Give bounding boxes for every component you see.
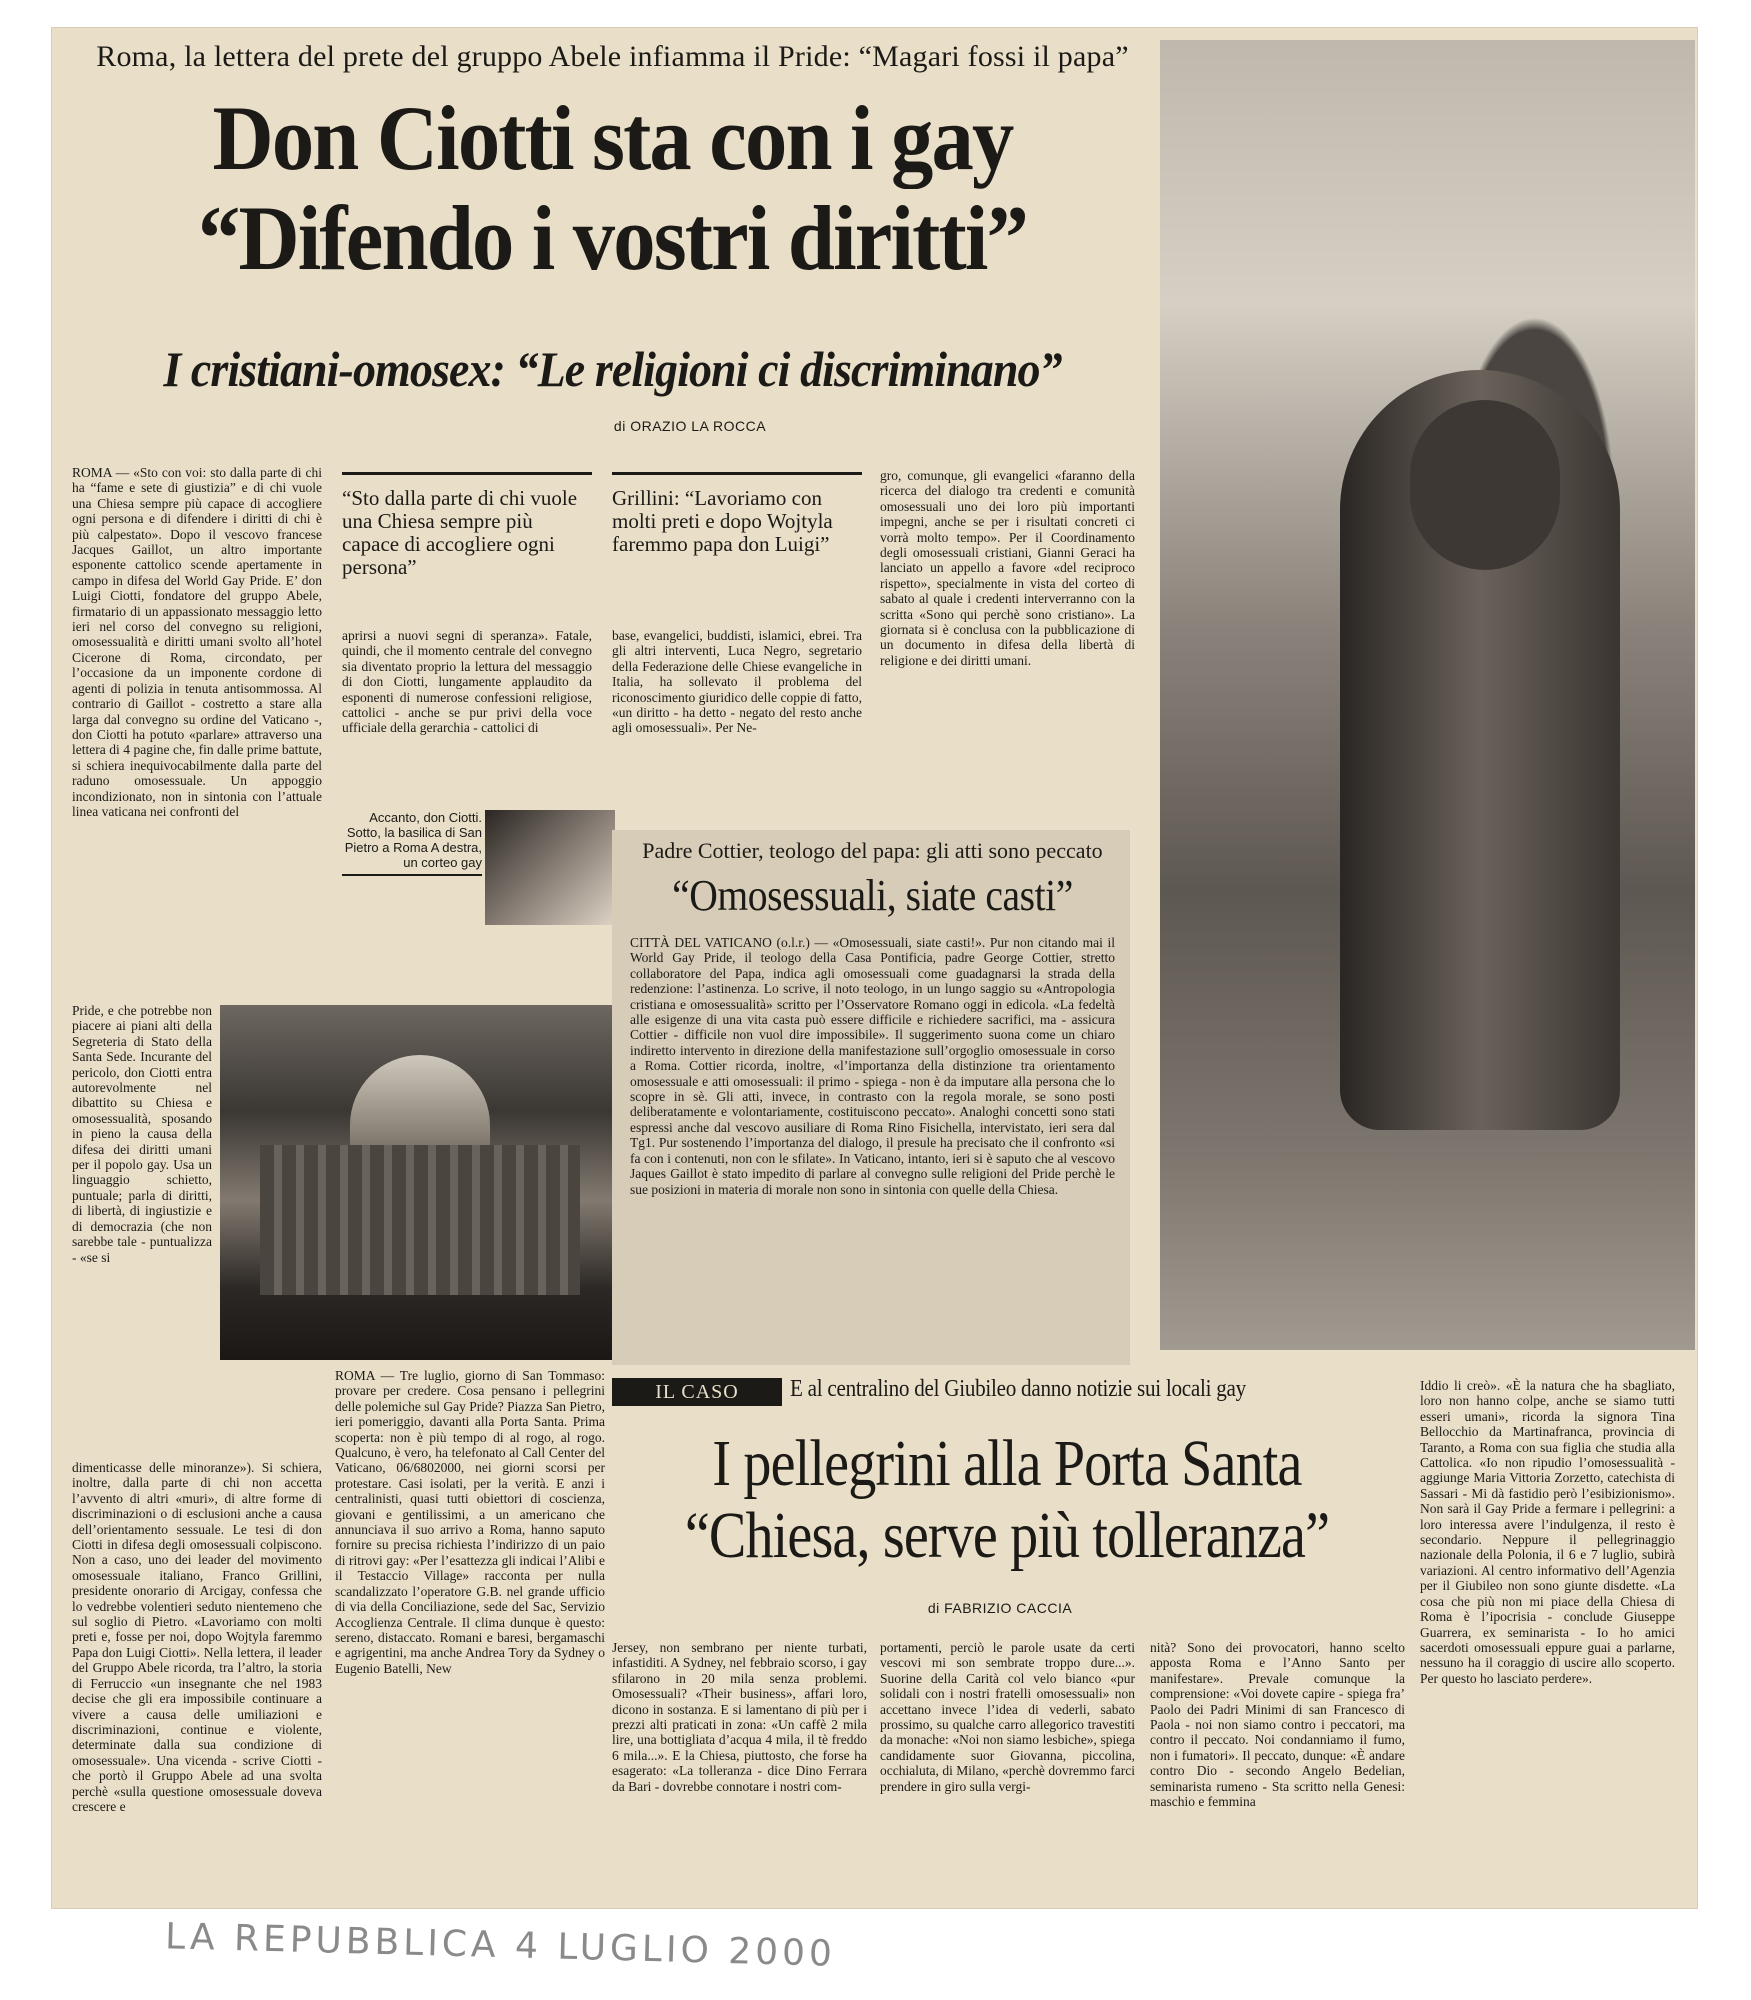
headline-line2: “Difendo i vostri diritti” — [197, 187, 1028, 289]
caso-headline-line2: “Chiesa, serve più tolleranza” — [684, 1499, 1330, 1572]
caso-column-2: Jersey, non sembrano per niente turbati, infastiditi. A Sydney, nel febbraio scorso, i gay sfilarono in 20 mila senza problemi. Omosessuali? «Their business», affari loro, dicono in sostanza. E si lamentano di più per i prezzi alti praticati in zona: «Un caffè 2 mila lire, una bottigliata d’acqua 4 mila, il tè freddo 6 mila...». E la Chiesa, piuttosto, che forse ha esagerato: «La tolleranza - dice Dino Ferrara da Bari - dovrebbe connotare i nostri com- — [612, 1640, 867, 1794]
article-column-4: gro, comunque, gli evangelici «faranno della ricerca del dialogo tra credenti e comunità omosessuali uno dei loro più importanti impegni, anche se per i risultati concreti ci vorrà molto tempo». Per il Coordinamento degli omosessuali cristiani, Gianni Geraci ha lanciato un appello a favore «del reciproco rispetto», specialmente in vista del corteo di sabato al quale i credenti interverranno con la scritta «Sono qui perchè sono cristiano». La giornata si è conclusa con la pubblicazione di un documento in difesa della libertà di religione e dei diritti umani. — [880, 468, 1135, 668]
article-column-1: ROMA — «Sto con voi: sto dalla parte di chi ha “fame e sete di giustizia” e di chi vuole una Chiesa sempre più capace di accogliere ogni persona e di difendere i diritti di chi è più calpestato». Dopo il vescovo francese Jacques Gaillot, un altro importante esponente cattolico scende apertamente in campo in difesa del World Gay Pride. E’ don Luigi Ciotti, fondatore del gruppo Abele, firmatario di un appassionato messaggio letto ieri nel corso del convegno su religioni, omosessualità e diritti umani svolto all’hotel Cicerone di Roma, circondato, per l’occasione da un imponente cordone di agenti di polizia in tenuta antisommossa. Al contrario di Gaillot - costretto a stare alla larga dal convegno su ordine del Vaticano -, don Ciotti ha potuto «parlare» attraverso una lettera di 4 pagine che, fin dalle prime battute, si schiera inequivocabilmente dalla parte del raduno omosessuale. Un appoggio incondizionato, non in sintonia con l’attuale linea vaticana nei confronti del — [72, 465, 322, 819]
article-column-1-continued: Pride, e che potrebbe non piacere ai piani alti della Segreteria di Stato della Santa Sede. Incurante del pericolo, don Ciotti entra autorevolmente nel dibattito su Chiesa e omosessualità, sposando in pieno la causa della difesa dei diritti umani per il popolo gay. Usa un linguaggio schietto, puntuale; parla di diritti, di libertà, di ingiustizie e di democrazia (che non sarebbe tale - puntualizza - «se si — [72, 1003, 212, 1265]
dome-shape — [350, 1055, 490, 1145]
il-caso-label: IL CASO — [612, 1378, 782, 1406]
byline: di ORAZIO LA ROCCA — [613, 418, 767, 434]
caso-column-5: Iddio li creò». «È la natura che ha sbagliato, loro non hanno colpe, anche se siamo tutti esseri umani», ricorda la signora Tina Bellocchio da Martinafranca, provincia di Taranto, a Roma con sua figlia che studia alla Cattolica. «Io non ripudio l’omosessualità - aggiunge Maria Vittoria Zorzetto, catechista di Sassari - Mi dà fastidio però l’esibizionismo». Non sarà il Gay Pride a fermare i pellegrini: a loro interessa avere l’indulgenza, il resto è secondario. Neppure il pellegrinaggio nazionale della Polonia, il 6 e 7 luglio, subirà variazioni. Al centro informativo dell’Agenzia per il Giubileo non sono giunte disdette. «La cosa che più non mi piace della Chiesa di Roma è l’ipocrisia - conclude Giuseppe Guarrera, ex seminarista - Io ho amici sacerdoti omosessuali eppure guai a parlarne, nessuno ha il coraggio di uscire allo scoperto. Per questo ho lasciato perdere». — [1420, 1378, 1675, 1686]
pull-quote-1: “Sto dalla parte di chi vuole una Chiesa sempre più capace di accogliere ogni persona” — [342, 472, 592, 579]
headline-line1: Don Ciotti sta con i gay — [212, 87, 1013, 189]
photo-caption: Accanto, don Ciotti. Sotto, la basilica di San Pietro a Roma A destra, un corteo gay — [342, 810, 482, 876]
caso-headline-line1: I pellegrini alla Porta Santa — [712, 1427, 1302, 1500]
caso-kicker: E al centralino del Giubileo danno notizie sui locali gay — [790, 1376, 1246, 1402]
pull-quote-2: Grillini: “Lavoriamo con molti preti e dopo Wojtyla faremmo papa don Luigi” — [612, 472, 862, 556]
handwritten-note: LA REPUBBLICA 4 LUGLIO 2000 — [164, 1916, 837, 1975]
portrait-photo — [485, 810, 615, 925]
parade-head — [1410, 400, 1560, 570]
facade-shape — [260, 1145, 580, 1295]
cottier-kicker: Padre Cottier, teologo del papa: gli atti sono peccato — [642, 838, 1103, 863]
caso-column-1: ROMA — Tre luglio, giorno di San Tommaso: provare per credere. Cosa pensano i pellegrini delle polemiche sul Gay Pride? Piazza San Pietro, ieri pomeriggio, davanti alla Porta Santa. Prima scoperta: non è più tempo di al rogo, al rogo. Qualcuno, è vero, ha telefonato al Call Center del Vaticano, 06/6802000, nei giorni scorsi per protestare. Casi isolati, per la verità. E anzi i centralinisti, quasi tutti obiettori di coscienza, giovani e gentilissimi, a un americano che annunciava il suo arrivo a Roma, hanno saputo fornire su precisa richiesta l’indirizzo di un paio di ritrovi gay: «Per l’esattezza gli indicai l’Alibi e il Testaccio Village» racconta per nulla scandalizzato l’operatore G.B. nel grande ufficio di via della Conciliazione, sede del Sac, Servizio Accoglienza Centrale. Il clima dunque è questo: sereno, distaccato. Romani e baresi, bergamaschi e agrigentini, ma anche Andrea Tory da Sydney o Eugenio Batelli, New — [335, 1368, 605, 1676]
caso-column-4: nità? Sono dei provocatori, hanno scelto apposta Roma e l’Anno Santo per manifestare». Prevale comunque la comprensione: «Voi dovete capire - spiega fra’ Paolo dei Padri Minimi di san Francesco di Paola - noi non siamo contro i peccatori, ma contro il peccato. Noi condanniamo il fumo, non i fumatori». Il peccato, dunque: «È andare contro Dio - secondo Angelo Bedelian, seminarista rumeno - Sta scritto nella Genesi: maschio e femmina — [1150, 1640, 1405, 1810]
cottier-body: CITTÀ DEL VATICANO (o.l.r.) — «Omosessuali, siate casti!». Pur non citando mai il World Gay Pride, il teologo della Casa Pontificia, padre George Cottier, stretto collaboratore del Papa, indica agli omosessuali come guadagnarsi la strada della redenzione: l’astinenza. Lo scrive, il noto teologo, in un lungo saggio su «Antropologia cristiana e omosessualità» scritto per l’Osservatore Romano oggi in edicola. «La fedeltà alle esigenze di una vita casta può essere difficile e richiedere sacrifici, ma - assicura Cottier - difficile non vuol dire impossibile». Il suggerimento suona come un chiaro indiretto intervento in direzione della manifestazione sull’orgoglio omosessuale in corso a Roma. Cottier ricorda, inoltre, «l’importanza della distinzione tra orientamento omosessuale e atti omosessuali: il primo - spiega - non è da imputare alla persona che lo scopre in sè. Gli atti, invece, in contrasto con la regola morale, se sono posti deliberatamente e volontariamente, costituiscono peccato». Analoghi concetti sono stati espressi anche dal vescovo ausiliare di Roma Rino Fisichella, intervistato, ieri sera dal Tg1. Pur sostenendo l’importanza del dialogo, il presule ha precisato che il confronto «si fa con i contenuti, non con le sfilate». In Vaticano, intanto, ieri si è saputo che al vescovo Jaques Gaillot è stato impedito di parlare al convegno sulle religioni del Pride perchè le sue posizioni in materia di morale non sono in sintonia con quelle della Chiesa. — [630, 935, 1115, 1197]
caso-column-3: portamenti, perciò le parole usate da certi vescovi mi son sembrate troppo dure...». Suorine della Carità col velo bianco «pur solidali con i nostri fratelli omosessuali» non accettano invece l’idea di vederli, sabato prossimo, su qualche carro allegorico travestiti da monache: «Noi non siamo lesbiche», spiega candidamente suor Giovanna, piccolina, occhialuta, di Milano, «perchè dovremmo farci prendere in giro sulla vergi- — [880, 1640, 1135, 1794]
caso-byline: di FABRIZIO CACCIA — [927, 1600, 1073, 1616]
parade-photo — [1160, 40, 1695, 1350]
subheadline: I cristiani-omosex: “Le religioni ci discriminano” — [163, 341, 1062, 397]
article-column-1-bottom: dimenticasse delle minoranze»). Si schiera, inoltre, dalla parte di chi non accetta l’avvento di altri «muri», di altre forme di discriminazioni o di esclusioni anche a causa dell’orientamento sessuale. Le tesi di don Ciotti in difesa degli omosessuali colpiscono. Non a caso, uno dei leader del movimento omosessuale italiano, Franco Grillini, presidente onorario di Arcigay, confessa che lo vedrebbe volentieri seduto nientemeno che sul soglio di Pietro. «Lavoriamo con molti preti e, fosse per noi, dopo Wojtyla faremmo Papa don Luigi Ciotti». Nella lettera, il leader del Gruppo Abele ricorda, tra l’altro, la storia di Ferruccio «un insegnante che nel 1983 decise che gli era impossibile continuare a vivere a causa delle umiliazioni e discriminazioni, continue e violente, determinate dalla sua condizione di omosessuale». Una vicenda - scrive Ciotti - che portò il Gruppo Abele ad una svolta perchè «sulla questione omosessuale doveva crescere e — [72, 1460, 322, 1814]
basilica-photo — [220, 1005, 620, 1360]
article-column-2: aprirsi a nuovi segni di speranza». Fatale, quindi, che il momento centrale del convegno sia diventato proprio la lettura del messaggio di don Ciotti, lungamente applaudito da esponenti di numerose confessioni religiose, cattolici - anche se pur privi della voce ufficiale della gerarchia - cattolici di — [342, 628, 592, 736]
article-kicker: Roma, la lettera del prete del gruppo Abele infiamma il Pride: “Magari fossi il papa” — [96, 40, 1129, 73]
cottier-headline: “Omosessuali, siate casti” — [672, 871, 1073, 920]
article-column-3: base, evangelici, buddisti, islamici, ebrei. Tra gli altri interventi, Luca Negro, segretario della Federazione delle Chiese evangeliche in Italia, ha sollevato il problema del riconoscimento giuridico delle coppie di fatto, «un diritto - ha detto - negato del resto anche agli omosessuali». Per Ne- — [612, 628, 862, 736]
